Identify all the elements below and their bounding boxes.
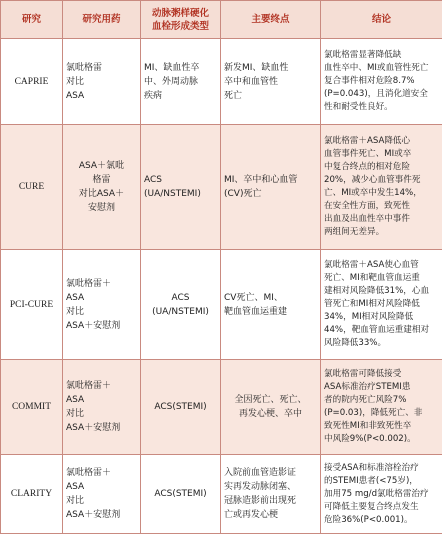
drug-line: ASA＋氯吡 xyxy=(66,159,137,173)
conclusion-line: 可降低主要复合终点发生 xyxy=(324,501,439,514)
endpoint-line: 实再发动脉闭塞、 xyxy=(224,480,317,494)
drug-line: 对比 xyxy=(66,407,137,421)
table-row xyxy=(1,39,442,125)
header-conclusion: 结论 xyxy=(321,1,442,39)
header-drug: 研究用药 xyxy=(63,1,141,39)
endpoint-cell xyxy=(221,125,321,250)
drug-line: 对比 xyxy=(66,75,137,89)
drug-cell xyxy=(63,360,141,455)
conclusion-cell xyxy=(321,455,442,534)
table-row xyxy=(1,125,442,250)
conclusion-cell xyxy=(321,125,442,250)
header-type xyxy=(141,1,221,39)
drug-line: 对比 xyxy=(66,305,137,319)
conclusion-line: 危险36%(P<0.001)。 xyxy=(324,514,439,527)
type-line: ACS(STEMI) xyxy=(144,400,217,414)
conclusion-line: 中风险9%(P<0.002)。 xyxy=(324,433,439,446)
type-line: (UA/NSTEMI) xyxy=(144,187,217,201)
drug-line: 氯吡格雷＋ xyxy=(66,379,137,393)
drug-line: 氯吡格雷＋ xyxy=(66,277,137,291)
drug-line: ASA＋安慰剂 xyxy=(66,319,137,333)
endpoint-line: CV死亡、MI、 xyxy=(224,291,317,305)
conclusion-line: 20%，减少心血管事件死 xyxy=(324,174,439,187)
conclusion-line: 血性卒中、MI或血管性死亡 xyxy=(324,62,439,75)
endpoint-line: 再发心梗、卒中 xyxy=(224,407,317,421)
drug-line: ASA＋安慰剂 xyxy=(66,508,137,522)
header-type-line: 动脉粥样硬化 xyxy=(144,7,217,20)
endpoint-cell xyxy=(221,455,321,534)
header-study: 研究 xyxy=(1,1,63,39)
conclusion-line: 复合事件相对危险8.7% xyxy=(324,75,439,88)
drug-line: 氯吡格雷 xyxy=(66,61,137,75)
drug-cell xyxy=(63,125,141,250)
type-cell xyxy=(141,39,221,125)
conclusion-line: 血管事件死亡、MI或卒 xyxy=(324,148,439,161)
study-name-cell: COMMIT xyxy=(1,360,63,455)
endpoint-line: 全因死亡、死亡、 xyxy=(224,393,317,407)
conclusion-line: 出血及出血性卒中事件 xyxy=(324,213,439,226)
table-row xyxy=(1,455,442,534)
study-name-cell: CURE xyxy=(1,125,63,250)
endpoint-line: (CV)死亡 xyxy=(224,187,317,201)
type-line: (UA/NSTEMI) xyxy=(144,305,217,319)
conclusion-line: 在安全性方面，致死性 xyxy=(324,200,439,213)
table-row xyxy=(1,360,442,455)
table-header-row xyxy=(1,1,442,39)
endpoint-line: 冠脉造影前出现死 xyxy=(224,494,317,508)
type-line: 疾病 xyxy=(144,89,217,103)
drug-line: 对比 xyxy=(66,494,137,508)
drug-cell xyxy=(63,39,141,125)
header-endpoint: 主要终点 xyxy=(221,1,321,39)
study-name-cell: CLARITY xyxy=(1,455,63,534)
drug-line: 氯吡格雷＋ xyxy=(66,466,137,480)
study-name-cell: PCI-CURE xyxy=(1,250,63,360)
conclusion-line: 风险降低33%。 xyxy=(324,337,439,350)
type-cell xyxy=(141,250,221,360)
conclusion-line: 氯吡格雷显著降低缺 xyxy=(324,49,439,62)
header-type-line: 血栓形成类型 xyxy=(144,20,217,33)
endpoint-cell xyxy=(221,250,321,360)
endpoint-line: 新发MI、缺血性 xyxy=(224,61,317,75)
conclusion-line: 氯吡格雷可降低接受 xyxy=(324,368,439,381)
type-line: MI、缺血性卒 xyxy=(144,61,217,75)
study-name-cell: CAPRIE xyxy=(1,39,63,125)
type-line: 中、外周动脉 xyxy=(144,75,217,89)
conclusion-line: 加用75 mg/d氯吡格雷治疗 xyxy=(324,488,439,501)
type-cell xyxy=(141,455,221,534)
endpoint-line: MI、卒中和心血管 xyxy=(224,173,317,187)
conclusion-line: (P=0.043)，且消化道安全 xyxy=(324,88,439,101)
conclusion-line: 性和耐受性良好。 xyxy=(324,101,439,114)
conclusion-line: 氯吡格雷＋ASA降低心 xyxy=(324,135,439,148)
conclusion-line: 者的院内死亡风险7% xyxy=(324,394,439,407)
conclusion-line: 死亡、MI和靶血管血运重 xyxy=(324,272,439,285)
conclusion-line: 管死亡和MI相对风险降低 xyxy=(324,298,439,311)
type-cell xyxy=(141,125,221,250)
endpoint-cell xyxy=(221,360,321,455)
table-row xyxy=(1,250,442,360)
endpoint-line: 卒中和血管性 xyxy=(224,75,317,89)
conclusion-cell xyxy=(321,250,442,360)
endpoint-line: 入院前血管造影证 xyxy=(224,466,317,480)
type-line: ACS(STEMI) xyxy=(144,487,217,501)
conclusion-line: 的STEMI患者(<75岁)， xyxy=(324,475,439,488)
endpoint-line: 靶血管血运重建 xyxy=(224,305,317,319)
drug-cell xyxy=(63,250,141,360)
conclusion-line: 34%，MI相对风险降低 xyxy=(324,311,439,324)
conclusion-line: 亡、MI或卒中发生14%， xyxy=(324,187,439,200)
drug-line: ASA xyxy=(66,393,137,407)
conclusion-line: 接受ASA和标准溶栓治疗 xyxy=(324,462,439,475)
drug-cell xyxy=(63,455,141,534)
conclusion-line: ASA标准治疗STEMI患 xyxy=(324,381,439,394)
conclusion-line: 中复合终点的相对危险 xyxy=(324,161,439,174)
type-line: ACS xyxy=(144,291,217,305)
conclusion-line: 44%，靶血管血运重建相对 xyxy=(324,324,439,337)
drug-line: ASA＋安慰剂 xyxy=(66,421,137,435)
conclusion-cell xyxy=(321,360,442,455)
conclusion-line: 两组间无差异。 xyxy=(324,226,439,239)
drug-line: ASA xyxy=(66,89,137,103)
conclusion-cell xyxy=(321,39,442,125)
drug-line: 安慰剂 xyxy=(66,201,137,215)
drug-line: 对比ASA＋ xyxy=(66,187,137,201)
drug-line: ASA xyxy=(66,291,137,305)
conclusion-line: 建相对风险降低31%，心血 xyxy=(324,285,439,298)
endpoint-cell xyxy=(221,39,321,125)
type-line: ACS xyxy=(144,173,217,187)
endpoint-line: 亡或再发心梗 xyxy=(224,508,317,522)
conclusion-line: (P=0.03)，降低死亡、非 xyxy=(324,407,439,420)
conclusion-line: 氯吡格雷＋ASA使心血管 xyxy=(324,259,439,272)
type-cell xyxy=(141,360,221,455)
conclusion-line: 致死性MI和非致死性卒 xyxy=(324,420,439,433)
drug-line: ASA xyxy=(66,480,137,494)
endpoint-line: 死亡 xyxy=(224,89,317,103)
drug-line: 格雷 xyxy=(66,173,137,187)
